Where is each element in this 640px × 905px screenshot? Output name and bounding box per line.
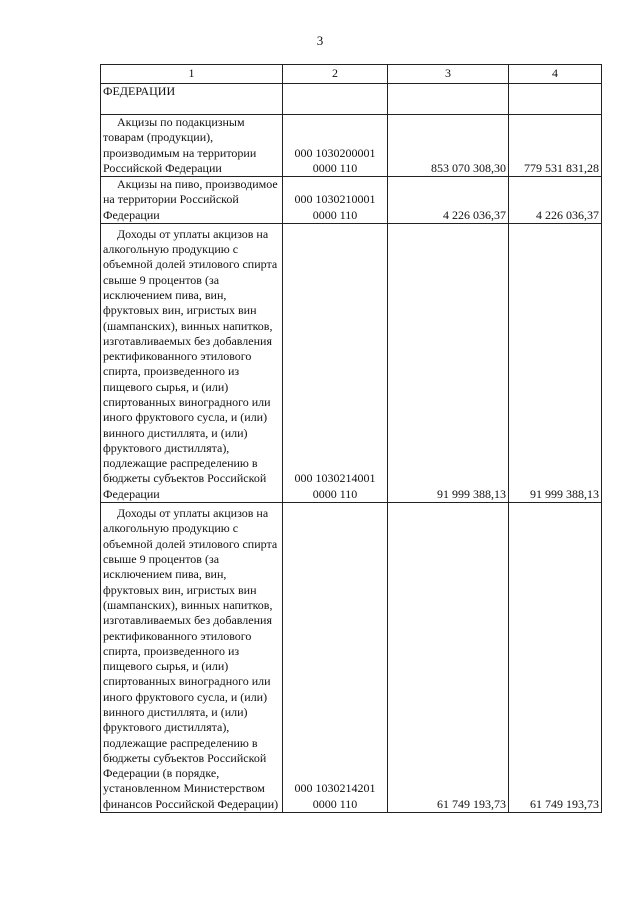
row-value-col3: 4 226 036,37 [388,177,509,224]
row-value-col3: 853 070 308,30 [388,115,509,177]
table-row [101,115,602,177]
row-code: 000 1030200001 0000 110 [283,115,388,177]
row-name: Доходы от уплаты акцизов на алкогольную продукцию с объемной долей этилового спирта свыше 9 процентов (за исключением пива, вин, фруктовых вин, игристых вин (шампанских), винных напитков, изготавливаемых без добавления ректификованного этилового спирта, произведенного из пищевого сырья, и (или) спиртованных виноградного или иного фруктового сусла, и (или) винного дистиллята, и (или) фруктового дистиллята), подлежащие распределению в бюджеты субъектов Российской Федерации [103,226,278,501]
row-code: 000 1030214201 0000 110 [283,503,388,813]
column-header-1: 1 [101,65,283,84]
row-name: Акцизы на пиво, производимое на территории Российской Федерации [103,177,278,222]
row-code: 000 1030210001 0000 110 [283,177,388,224]
table-row [101,224,602,503]
row-code: 000 1030214001 0000 110 [283,224,388,503]
page-number: 3 [316,33,324,48]
row-value-col4: 61 749 193,73 [509,503,602,813]
section-row [101,84,602,115]
row-value-col4: 779 531 831,28 [509,115,602,177]
revenue-table [100,64,602,813]
row-name: Доходы от уплаты акцизов на алкогольную продукцию с объемной долей этилового спирта свыше 9 процентов (за исключением пива, вин, фруктовых вин, игристых вин (шампанских), винных напитков, изготавливаемых без добавления ректификованного этилового спирта, произведенного из пищевого сырья, и (или) спиртованных виноградного или иного фруктового сусла, и (или) винного дистиллята, и (или) фруктового дистиллята), подлежащие распределению в бюджеты субъектов Российской Федерации (в порядке, установленном Министерством финансов Российской Федерации) [103,506,279,811]
row-name: Акцизы по подакцизным товарам (продукции), производимым на территории Российской Федерации [103,115,257,175]
table-row [101,503,602,813]
section-title: ФЕДЕРАЦИИ [101,84,283,115]
column-header-4: 4 [509,65,602,84]
column-header-3: 3 [388,65,509,84]
row-value-col4: 4 226 036,37 [509,177,602,224]
row-value-col4: 91 999 388,13 [509,224,602,503]
row-value-col3: 91 999 388,13 [388,224,509,503]
table-header-row [101,65,602,84]
table-row [101,177,602,224]
column-header-2: 2 [283,65,388,84]
row-value-col3: 61 749 193,73 [388,503,509,813]
